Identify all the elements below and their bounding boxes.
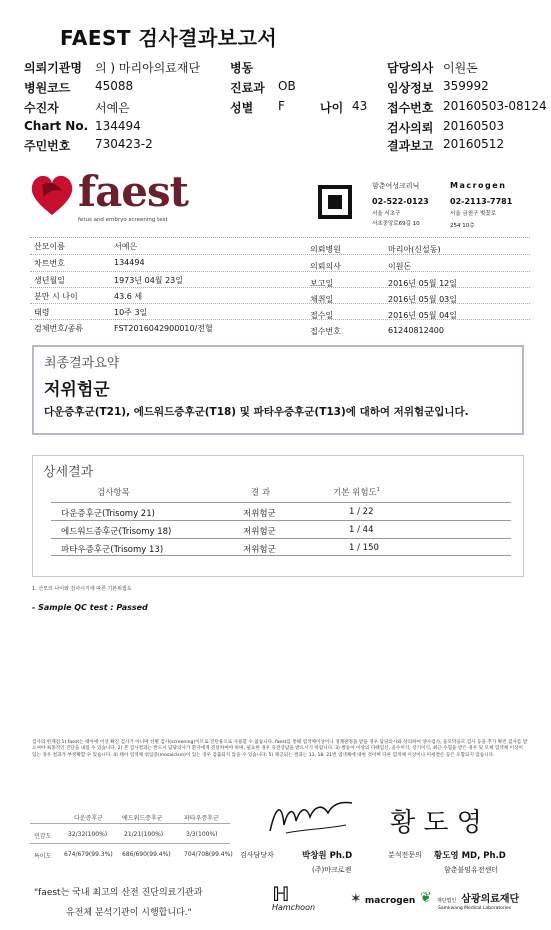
header-value: 45088 [95, 79, 134, 93]
row-risk: 1 / 22 [349, 507, 374, 517]
header-value: 20160503-08124 [443, 99, 547, 113]
divider [30, 319, 530, 320]
info-value: FST2016042900010/전혈 [114, 324, 213, 333]
table-row [51, 502, 511, 520]
samkwang-subtitle: Samkwang Medical Laboratories [438, 906, 512, 911]
header-key: 담당의사 [387, 61, 434, 75]
divider [30, 843, 230, 844]
header-key: 임상정보 [387, 81, 434, 95]
info-value: 이원돈 [388, 262, 412, 271]
info-value: 서예은 [114, 242, 138, 251]
info-key: 산모이름 [34, 242, 65, 251]
faest-logo-text: faest [78, 167, 189, 216]
divider [30, 254, 530, 255]
divider [30, 303, 530, 304]
stats-row-label: 민감도 [34, 833, 52, 840]
macrogen-logo [350, 891, 415, 907]
page-title: FAEST 검사결과보고서 [60, 26, 278, 50]
header-key: 접수번호 [387, 101, 434, 115]
header-value: OB [278, 79, 296, 93]
info-key: 분만 시 나이 [34, 292, 78, 301]
divider [30, 823, 230, 824]
header-key: 결과보고 [387, 139, 434, 153]
header-value: 730423-2 [95, 137, 153, 151]
divider [30, 287, 530, 288]
macrogen-logo-text: macrogen [364, 896, 416, 906]
stats-header: 다운증후군 [74, 815, 103, 822]
info-key: 접수일 [310, 311, 334, 320]
row-item: 에드워드증후군(Trisomy 18) [61, 527, 172, 537]
samkwang-logo [420, 887, 519, 911]
info-key: 의뢰의사 [310, 262, 341, 271]
samkwang-leaf-icon: ❦ [420, 890, 432, 906]
header-key: 수진자 [24, 101, 59, 115]
faest-logo-subtitle: fetus and embryo screening test [78, 217, 168, 223]
row-result: 저위험군 [243, 545, 276, 555]
header-key: 병동 [230, 61, 254, 75]
signer-role: 검사담당자 [240, 851, 274, 859]
info-key: 검체번호/종류 [34, 324, 84, 333]
info-key: 의뢰병원 [310, 245, 341, 254]
table-row [51, 538, 511, 556]
row-item: 파타우증후군(Trisomy 13) [61, 545, 164, 555]
qr-code-icon [318, 185, 352, 219]
stats-value: 32/32(100%) [68, 831, 108, 838]
info-value: 1973년 04월 23일 [114, 276, 183, 285]
lab2-address: 서울 금천구 벚꽃로 [450, 211, 497, 217]
stats-value: 21/21(100%) [124, 831, 164, 838]
quote-line-2: 유전체 분석기관이 시행합니다." [66, 908, 192, 918]
header-value: 서예은 [95, 101, 130, 115]
info-key: 차트번호 [34, 259, 65, 268]
samkwang-prefix: 재단법인 [436, 898, 457, 904]
summary-description: 다운증후군(T21), 에드워드증후군(T18) 및 파타우증후군(T13)에 대하여 저위험군입니다. [44, 406, 469, 418]
detail-heading: 상세결과 [43, 465, 94, 480]
summary-box [32, 345, 524, 435]
faest-heart-logo-icon [28, 171, 76, 219]
info-value: 10주 3일 [114, 308, 148, 317]
col-header-risk-label: 기본 위험도 [333, 488, 377, 498]
header-value: 20160512 [443, 137, 505, 151]
stats-value: 704/708(99.4%) [184, 851, 233, 858]
info-key: 생년월일 [34, 276, 65, 285]
row-risk: 1 / 150 [349, 543, 379, 553]
quote-line-1: "faest는 국내 최고의 산전 진단의료기관과 [34, 888, 203, 898]
lab2-phone: 02-2113-7781 [450, 197, 513, 206]
signer-name: 황도영 MD, Ph.D [434, 851, 506, 861]
samkwang-logo-text: 삼광의료재단 [461, 894, 520, 905]
header-key: 병원코드 [24, 81, 71, 95]
lab1-name: 함춘여성크리닉 [372, 182, 420, 190]
stats-value: 686/690(99.4%) [122, 851, 171, 858]
hamchoon-logo: ℍ Hamchoon [272, 882, 316, 912]
signer-org: 함춘불임유전센터 [444, 866, 499, 874]
divider [30, 237, 530, 238]
stats-header: 에드워드증후군 [122, 815, 163, 822]
header-value: 20160503 [443, 119, 505, 133]
col-header-risk-sup: 1 [376, 487, 380, 494]
lab1-address: 서울 서초구 [372, 211, 401, 217]
summary-heading: 최종결과요약 [44, 356, 120, 371]
header-key: 의뢰기관명 [24, 61, 82, 75]
signer-name: 박창원 Ph.D [302, 851, 353, 861]
row-risk: 1 / 44 [349, 525, 374, 535]
col-header-item: 검사항목 [97, 488, 130, 498]
macrogen-swirl-icon: ✶ [350, 891, 362, 907]
table-row [51, 520, 511, 538]
stats-row-label: 특이도 [34, 853, 52, 860]
header-value: 134494 [95, 119, 141, 133]
signer-role: 분석전문의 [388, 851, 422, 859]
signature-1-icon [266, 795, 356, 839]
info-key: 접수번호 [310, 327, 341, 336]
age-label: 나이 [320, 101, 344, 115]
header-value: 의 ) 마리아의료재단 [95, 61, 201, 75]
report-sheet [20, 165, 540, 930]
row-result: 저위험군 [243, 527, 276, 537]
info-value: 134494 [114, 258, 145, 267]
hamchoon-logo-text: Hamchoon [272, 903, 316, 912]
header-value: 이원돈 [443, 61, 478, 75]
summary-result: 저위험군 [44, 380, 110, 400]
info-key: 채취일 [310, 295, 334, 304]
lab2-address-2: 254 10층 [450, 223, 475, 229]
stats-value: 3/3(100%) [186, 831, 218, 838]
age-value: 43 [352, 99, 368, 113]
header-key: 주민번호 [24, 139, 71, 153]
divider [30, 271, 530, 272]
svg-text:황 도 영: 황 도 영 [390, 808, 482, 838]
info-value: 2016년 05월 03일 [388, 295, 457, 304]
stats-value: 674/679(99.3%) [64, 851, 113, 858]
qc-status: - Sample QC test : Passed [32, 603, 148, 612]
lab2-name: Macrogen [450, 181, 507, 190]
info-key: 보고일 [310, 279, 334, 288]
risk-footnote: 1. 산모의 나이와 검사시기에 따른 기본위험도 [32, 586, 132, 592]
info-value: 2016년 05월 04일 [388, 311, 457, 320]
header-key: 진료과 [230, 81, 265, 95]
header-key: 성별 [230, 101, 254, 115]
header-value: 359992 [443, 79, 489, 93]
detail-box [32, 455, 524, 577]
info-value: 43.6 세 [114, 292, 143, 301]
stats-header: 파타우증후군 [184, 815, 219, 822]
col-header-risk [333, 486, 380, 498]
info-value: 61240812400 [388, 326, 444, 335]
info-value: 마리아(신설동) [388, 245, 441, 254]
info-key: 태령 [34, 308, 50, 317]
header-value: F [278, 99, 285, 113]
info-value: 2016년 05월 12일 [388, 279, 457, 288]
header-key: 검사의뢰 [387, 121, 434, 135]
disclaimer-text: 검사의 한계점 1) faest는 태아에 이상 확진 검사가 아니며 선별 검사(screening)이므로 진단용으로 사용할 수 없습니다. faest를 통해 염색체이상이나 경계판정을 받을 경우 담당의사와 상의하여 양수검사, 융모막융모 검사 등을 추가 확진 검사를 받으셔야 최종적인 진단을 내릴 수 있습니다. 2) 본 검사결과는 반드시 담당의사가 환자에게 전달하여야 하며, 필요한 경우 유전상담을 받으시기 바랍니다. 3) 쌍둥이 이상의 다태임신, 골수이식, 장기이식, 최근 수혈을 받은 경우 및 모체 염색체 이상이 있는 경우 결과가 부정확할 수 있습니다. 4) 태아 염색체 섞임증(mosaicism)이 있는 경우 검출되지 않을 수 있습니다. 5) 제공되는 결과는 13, 18, 21번 염색체에 대한 것이며 다른 염색체 이상이나 미세결손 등은 포함되지 않습니다. [32, 740, 528, 758]
col-header-result: 결 과 [251, 488, 271, 498]
row-item: 다운증후군(Trisomy 21) [61, 509, 155, 519]
lab1-phone: 02-522-0123 [372, 197, 429, 206]
row-result: 저위험군 [243, 509, 276, 519]
header-key: Chart No. [24, 119, 89, 133]
lab1-address-2: 서초중앙로69길 10 [372, 221, 420, 227]
signer-org: (주)마크로젠 [312, 866, 352, 874]
signature-2-icon [390, 803, 510, 839]
